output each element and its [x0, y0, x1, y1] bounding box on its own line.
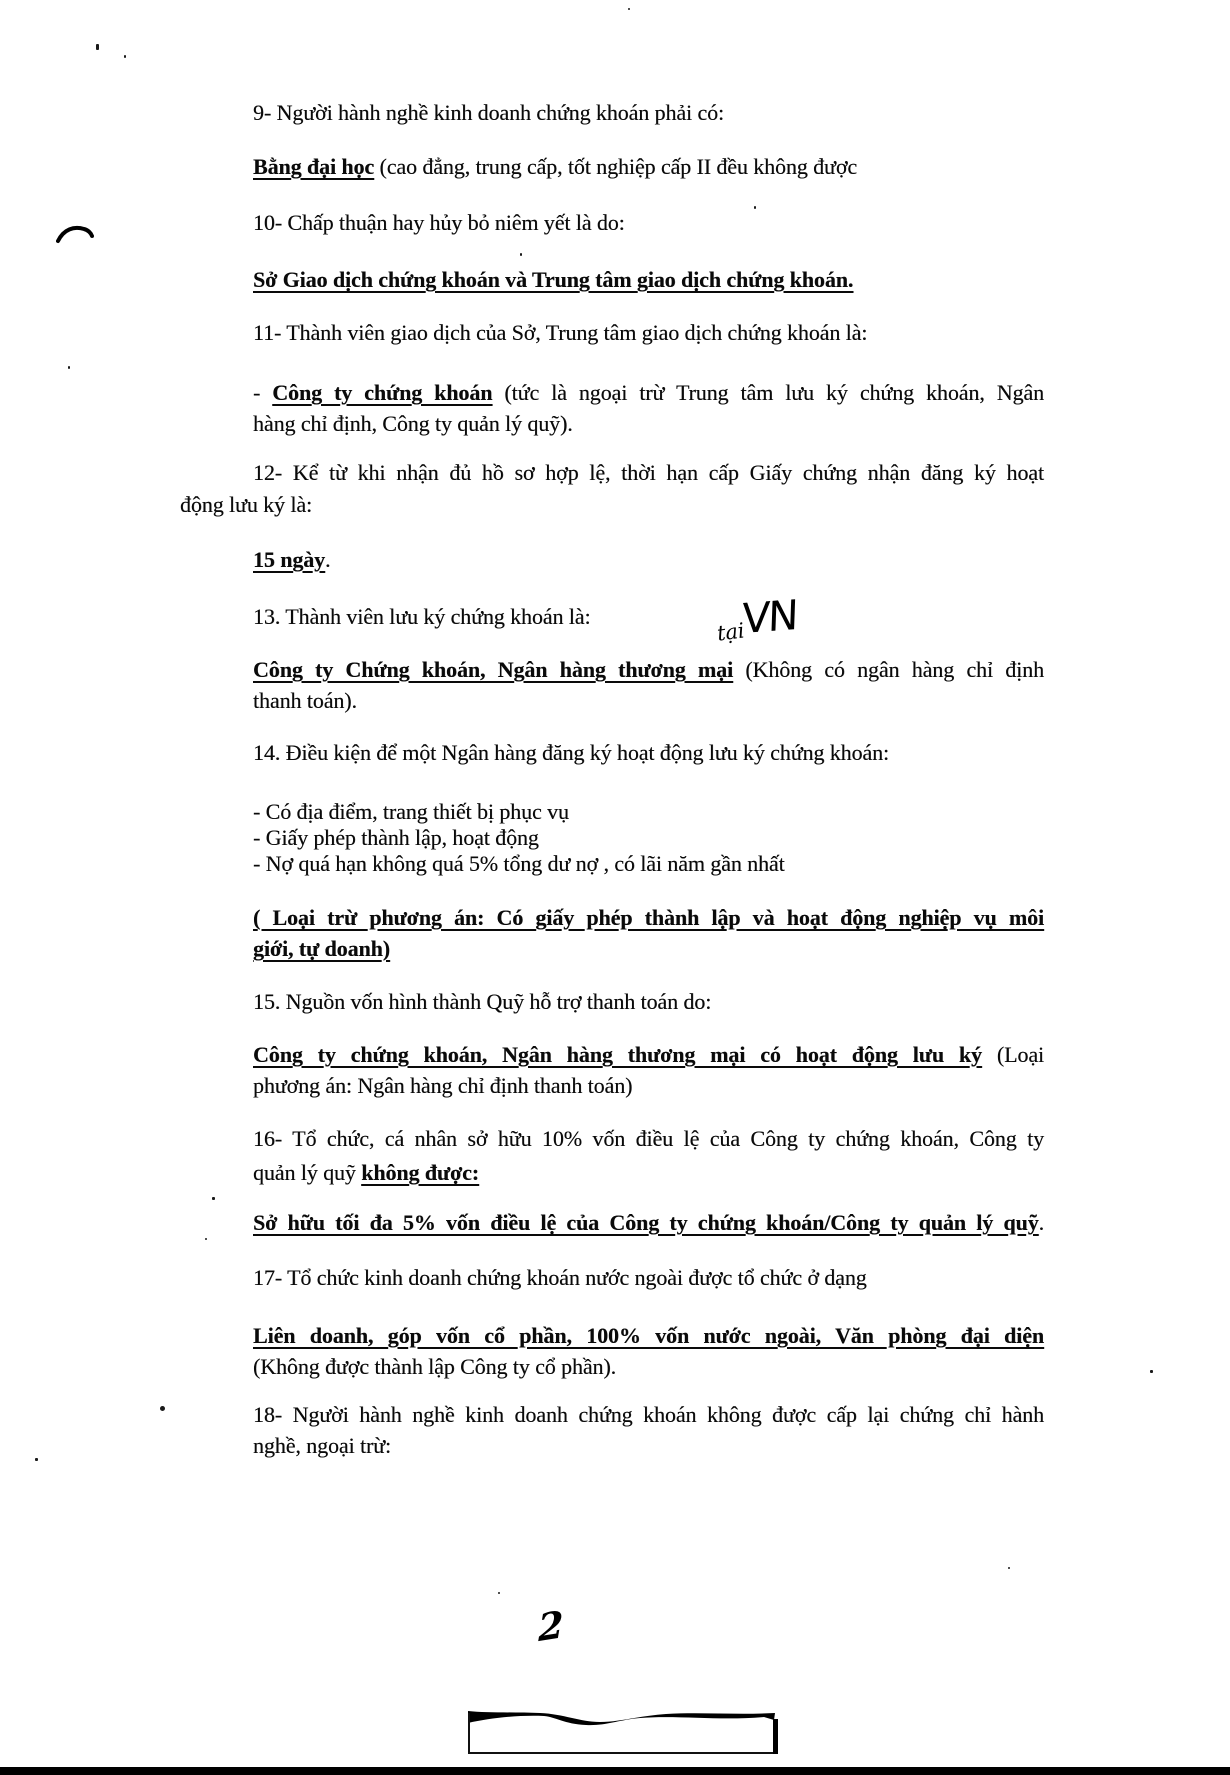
scan-speck	[96, 44, 99, 50]
answer-17-term: Liên doanh, góp vốn cổ phần, 100% vốn nước ngoài, Văn phòng đại diện	[253, 1323, 1044, 1348]
answer-14-item2: - Giấy phép thành lập, hoạt động	[253, 825, 539, 850]
answer-16	[253, 1207, 1044, 1238]
scan-speck	[124, 55, 126, 58]
stamp-box-bottom-border	[468, 1752, 776, 1754]
question-13: 13. Thành viên lưu ký chứng khoán là:	[253, 604, 591, 629]
answer-14-exclusion-note	[253, 902, 1044, 964]
stamp-box-left-border	[468, 1713, 470, 1753]
scan-speck	[160, 1406, 165, 1411]
question-18-line2: nghề, ngoại trừ:	[253, 1433, 392, 1458]
answer-11-line1	[253, 377, 1044, 408]
answer-12	[253, 544, 1044, 575]
scan-speck	[1008, 1567, 1010, 1569]
answer-11-line2: hàng chỉ định, Công ty quản lý quỹ).	[253, 411, 573, 436]
answer-13-line2: thanh toán).	[253, 688, 357, 713]
question-10: 10- Chấp thuận hay hủy bỏ niêm yết là do:	[253, 210, 625, 235]
exclusion-note-line2: giới, tự doanh)	[253, 936, 390, 961]
bottom-scan-strip	[0, 1767, 1230, 1775]
question-16-line1: 16- Tổ chức, cá nhân sở hữu 10% vốn điều lệ của Công ty chứng khoán, Công ty	[253, 1126, 1044, 1151]
handwritten-note-word1: tại	[715, 618, 746, 646]
answer-14-list	[253, 799, 1044, 877]
answer-16-period: .	[1038, 1210, 1044, 1235]
redacted-stamp-box	[468, 1710, 780, 1754]
answer-12-term: 15 ngày	[253, 547, 326, 572]
answer-15-term: Công ty chứng khoán, Ngân hàng thương mại có hoạt động lưu ký	[253, 1042, 982, 1067]
answer-13	[253, 654, 1044, 716]
answer-9-rest: (cao đẳng, trung cấp, tốt nghiệp cấp II đều không được	[374, 154, 858, 179]
ink-bar	[468, 1709, 780, 1731]
handwritten-page-number: 2	[537, 1601, 564, 1651]
stamp-box-right-border	[773, 1719, 778, 1754]
question-14: 14. Điều kiện để một Ngân hàng đăng ký hoạt động lưu ký chứng khoán:	[253, 740, 889, 765]
question-18-line1: 18- Người hành nghề kinh doanh chứng khoán không được cấp lại chứng chỉ hành	[253, 1402, 1044, 1427]
question-16-line2	[253, 1156, 1044, 1190]
answer-17-line2: (Không được thành lập Công ty cổ phần).	[253, 1354, 617, 1379]
answer-15	[253, 1039, 1044, 1101]
answer-11-rest: (tức là ngoại trừ Trung tâm lưu ký chứng khoán, Ngân	[492, 380, 1044, 405]
scan-speck	[35, 1458, 38, 1461]
question-12-line2: động lưu ký là:	[180, 492, 313, 517]
answer-13-term: Công ty Chứng khoán, Ngân hàng thương mại	[253, 657, 734, 682]
scan-speck	[212, 1197, 215, 1200]
question-16	[253, 1122, 1044, 1190]
scan-speck	[754, 206, 756, 209]
scan-speck	[68, 366, 70, 369]
answer-11-dash: -	[253, 380, 273, 405]
answer-15-rest: (Loại	[981, 1042, 1044, 1067]
answer-10	[253, 264, 1044, 295]
question-11: 11- Thành viên giao dịch của Sở, Trung tâm giao dịch chứng khoán là:	[253, 320, 868, 345]
answer-17	[253, 1320, 1044, 1382]
answer-13-line1	[253, 654, 1044, 685]
answer-11-term: Công ty chứng khoán	[272, 380, 493, 405]
handwritten-note-word2: VN	[741, 590, 798, 644]
answer-15-line2: phương án: Ngân hàng chỉ định thanh toán)	[253, 1073, 633, 1098]
answer-14-item1: - Có địa điểm, trang thiết bị phục vụ	[253, 799, 569, 824]
question-17: 17- Tổ chức kinh doanh chứng khoán nước ngoài được tổ chức ở dạng	[253, 1265, 867, 1290]
answer-10-term: Sở Giao dịch chứng khoán và Trung tâm giao dịch chứng khoán.	[253, 267, 854, 292]
question-12-line1: 12- Kể từ khi nhận đủ hồ sơ hợp lệ, thời hạn cấp Giấy chứng nhận đăng ký hoạt	[253, 460, 1044, 485]
answer-15-line1	[253, 1039, 1044, 1070]
question-16-line2-plain: quản lý quỹ	[253, 1160, 362, 1185]
scan-speck	[628, 8, 630, 10]
exclusion-note-line1: ( Loại trừ phương án: Có giấy phép thành lập và hoạt động nghiệp vụ môi	[253, 905, 1044, 930]
answer-9	[253, 151, 1044, 182]
answer-14-item3: - Nợ quá hạn không quá 5% tổng dư nợ , có lãi năm gần nhất	[253, 851, 785, 876]
answer-13-rest: (Không có ngân hàng chỉ định	[733, 657, 1044, 682]
pen-mark	[56, 222, 98, 246]
question-16-emphasis: không được:	[361, 1160, 480, 1185]
question-9: 9- Người hành nghề kinh doanh chứng khoán phải có:	[253, 100, 724, 125]
answer-12-period: .	[325, 547, 331, 572]
answer-16-term: Sở hữu tối đa 5% vốn điều lệ của Công ty chứng khoán/Công ty quản lý quỹ	[253, 1210, 1039, 1235]
question-18	[253, 1399, 1044, 1461]
answer-9-term: Bằng đại học	[253, 154, 375, 179]
scan-speck	[205, 1238, 207, 1240]
answer-11	[253, 377, 1044, 439]
scan-speck	[1150, 1370, 1153, 1373]
scan-speck	[520, 253, 522, 256]
question-15: 15. Nguồn vốn hình thành Quỹ hỗ trợ thanh toán do:	[253, 989, 712, 1014]
scan-speck	[498, 1592, 500, 1594]
